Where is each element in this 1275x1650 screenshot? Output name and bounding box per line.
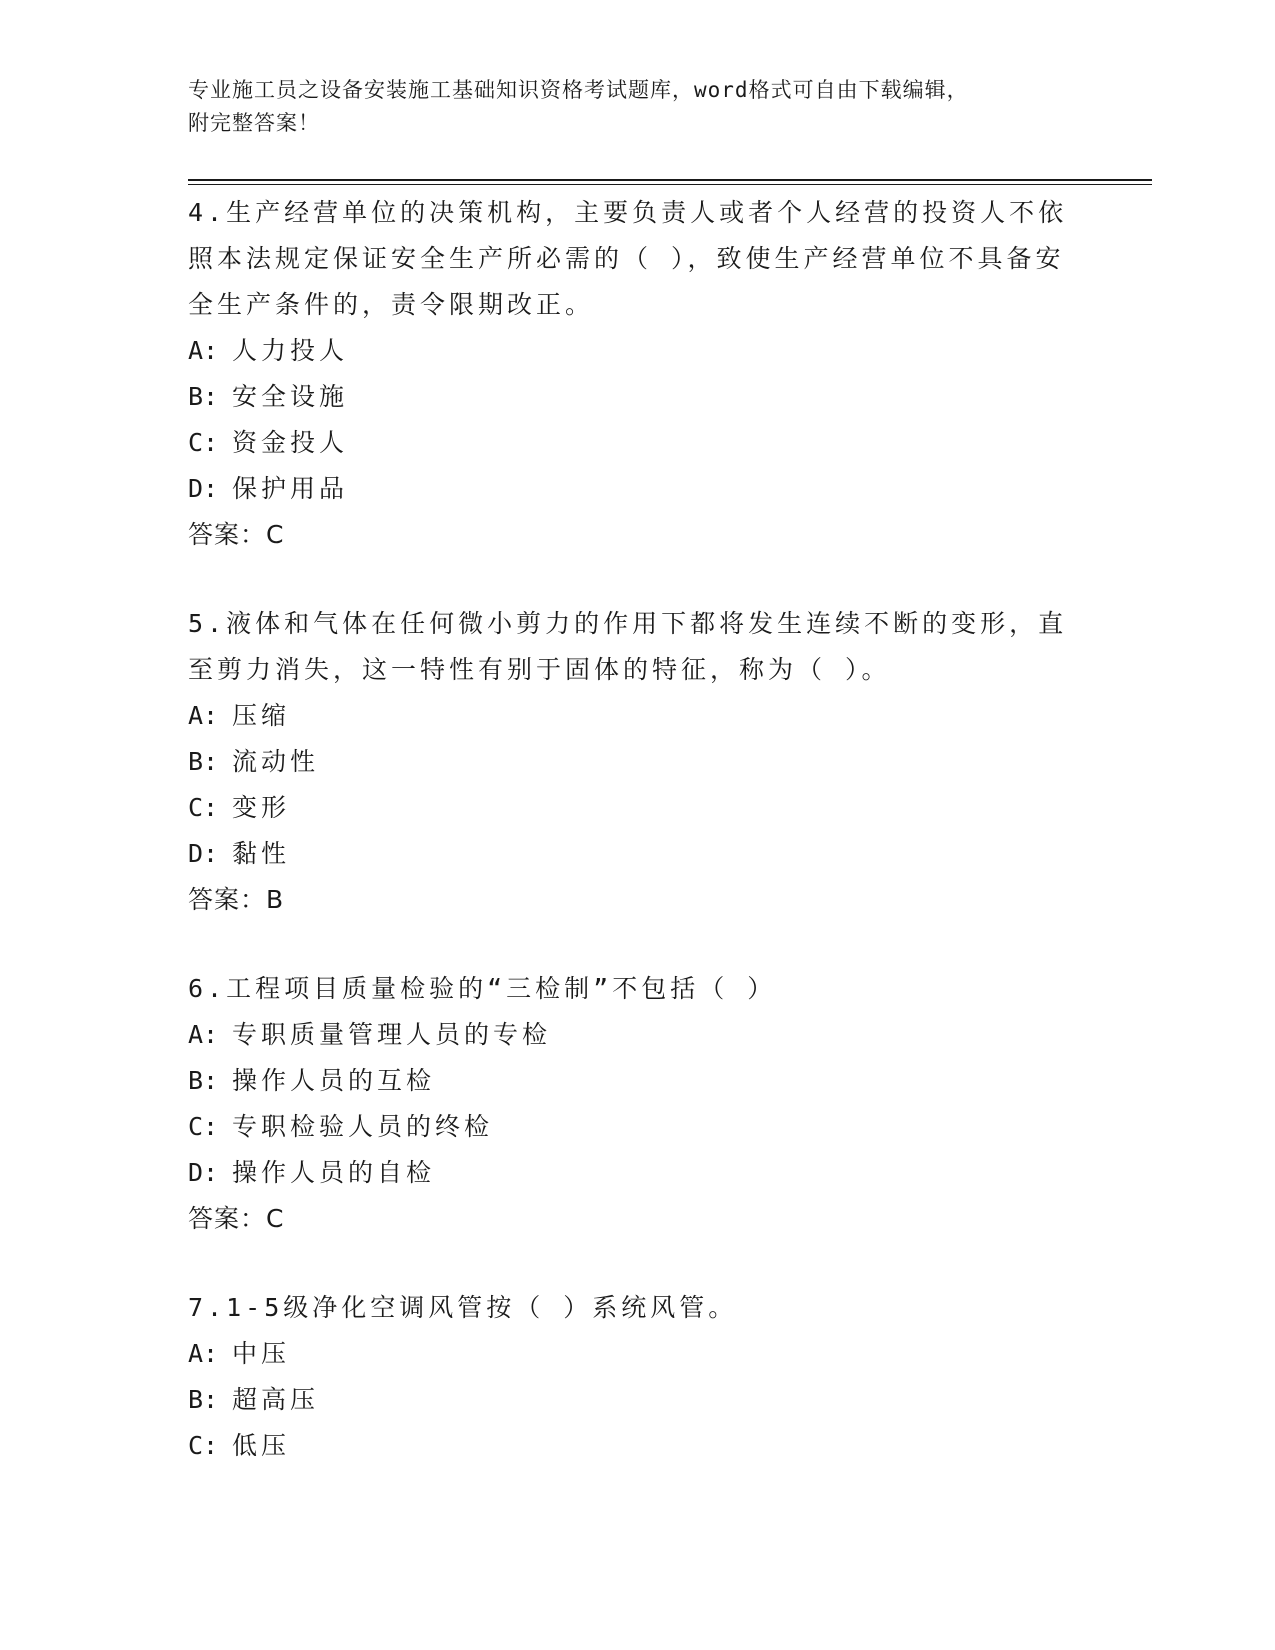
option-key: C: (188, 428, 219, 457)
option-c (188, 420, 1088, 466)
option-key: A: (188, 701, 219, 730)
question-7 (188, 1285, 1088, 1469)
option-key: C: (188, 793, 219, 822)
option-text: 黏性 (232, 839, 291, 868)
option-d (188, 1150, 1088, 1196)
option-a (188, 1331, 1088, 1377)
question-text-line: 5.液体和气体在任何微小剪力的作用下都将发生连续不断的变形，直 (188, 609, 1068, 638)
header-line-1: 专业施工员之设备安装施工基础知识资格考试题库，word格式可自由下载编辑， (188, 78, 969, 102)
option-key: A: (188, 1339, 219, 1368)
option-key: A: (188, 1020, 219, 1049)
option-text: 资金投人 (232, 428, 349, 457)
option-text: 专职检验人员的终检 (232, 1112, 494, 1141)
option-key: D: (188, 474, 219, 503)
option-text: 流动性 (232, 747, 320, 776)
option-key: C: (188, 1112, 219, 1141)
option-d (188, 466, 1088, 512)
answer: 答案：C (188, 520, 285, 549)
question-text-line: 6.工程项目质量检验的“三检制”不包括（ ） (188, 974, 777, 1003)
header-divider-thick (188, 179, 1152, 181)
option-text: 低压 (232, 1431, 291, 1460)
option-b (188, 1058, 1088, 1104)
option-a (188, 693, 1088, 739)
question-6 (188, 966, 1088, 1242)
option-text: 超高压 (232, 1385, 320, 1414)
question-gap (188, 1242, 1088, 1285)
option-c (188, 1423, 1088, 1469)
answer: 答案：C (188, 1204, 285, 1233)
option-text: 压缩 (232, 701, 291, 730)
question-text-line: 照本法规定保证安全生产所必需的（ ），致使生产经营单位不具备安 (188, 244, 1065, 273)
option-text: 专职质量管理人员的专检 (232, 1020, 552, 1049)
option-a (188, 328, 1088, 374)
question-text-line: 全生产条件的，责令限期改正。 (188, 290, 595, 319)
option-key: A: (188, 336, 219, 365)
question-text-line: 7.1-5级净化空调风管按（ ）系统风管。 (188, 1293, 738, 1322)
option-key: D: (188, 839, 219, 868)
option-c (188, 1104, 1088, 1150)
option-key: B: (188, 1066, 219, 1095)
answer: 答案：B (188, 885, 285, 914)
option-text: 操作人员的互检 (232, 1066, 436, 1095)
question-list (188, 190, 1088, 1469)
option-b (188, 374, 1088, 420)
option-a (188, 1012, 1088, 1058)
question-text-line: 至剪力消失，这一特性有别于固体的特征，称为（ ）。 (188, 655, 891, 684)
question-4 (188, 190, 1088, 558)
option-text: 安全设施 (232, 382, 349, 411)
option-text: 操作人员的自检 (232, 1158, 436, 1187)
option-text: 人力投人 (232, 336, 349, 365)
header-line-2: 附完整答案！ (188, 111, 320, 135)
option-key: B: (188, 1385, 219, 1414)
option-text: 变形 (232, 793, 291, 822)
option-b (188, 739, 1088, 785)
question-5 (188, 601, 1088, 923)
option-key: B: (188, 382, 219, 411)
question-text-line: 4.生产经营单位的决策机构，主要负责人或者个人经营的投资人不依 (188, 198, 1068, 227)
option-text: 中压 (232, 1339, 291, 1368)
document-header (188, 74, 1068, 140)
option-b (188, 1377, 1088, 1423)
question-gap (188, 923, 1088, 966)
option-d (188, 831, 1088, 877)
option-key: C: (188, 1431, 219, 1460)
header-divider-thin (188, 184, 1152, 185)
option-text: 保护用品 (232, 474, 349, 503)
option-key: D: (188, 1158, 219, 1187)
question-gap (188, 558, 1088, 601)
option-key: B: (188, 747, 219, 776)
option-c (188, 785, 1088, 831)
